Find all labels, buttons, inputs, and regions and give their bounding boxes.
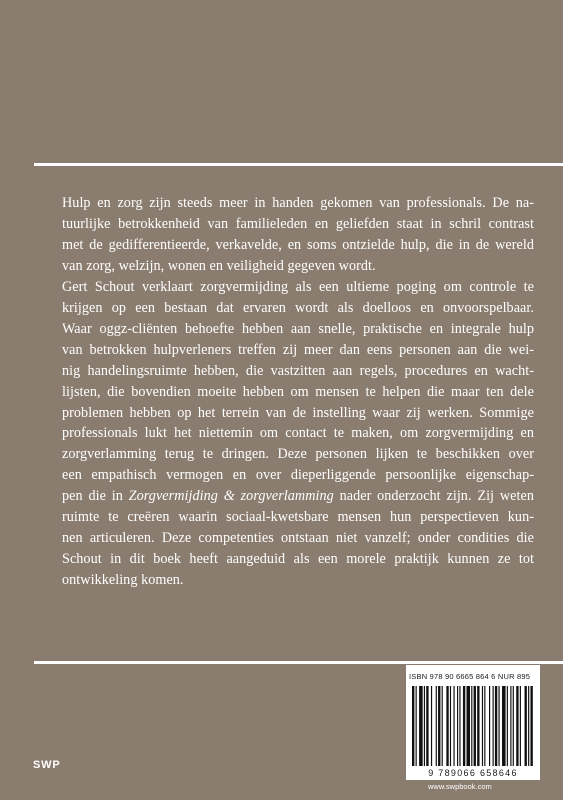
blurb-line: professionals lukt het niettemin om contact te maken, om zorgvermijding en xyxy=(62,425,534,442)
barcode-bar xyxy=(453,686,454,766)
blurb-line: problemen hebben op het terrein van de instelling waar zij werken. Sommige xyxy=(62,404,534,421)
blurb-line: lijsten, die bovendien moeite hebben om mensen te helpen die maar ten dele xyxy=(62,383,534,400)
barcode-bar xyxy=(516,686,518,766)
barcode-bar xyxy=(463,686,465,766)
barcode-bar xyxy=(498,686,499,766)
barcode-bar xyxy=(493,686,494,766)
barcode-bar xyxy=(482,686,483,766)
barcode-bar xyxy=(477,686,479,766)
barcode-bar xyxy=(513,686,514,766)
blurb-paragraph xyxy=(62,193,534,591)
blurb-line: Schout in dit boek heeft aangeduid als een morele praktijk kunnen ze tot xyxy=(62,551,534,568)
blurb-line: ruimte te creëren waarin sociaal-kwetsbare mensen hun perspectieven kun- xyxy=(62,509,534,526)
barcode-bar xyxy=(438,686,440,766)
barcode-bar xyxy=(474,686,476,766)
blurb-line: met de gedifferentieerde, verkavelde, en soms ontzielde hulp, die in de wereld xyxy=(62,236,534,253)
blurb-line: tuurlijke betrokkenheid van familieleden en geliefden staat in schril contrast xyxy=(62,215,534,232)
barcode-digits: 9 789066 658646 xyxy=(428,768,518,778)
barcode-bar xyxy=(489,686,490,766)
barcode-bar xyxy=(457,686,458,766)
barcode-bar xyxy=(426,686,428,766)
blurb-line-with-title xyxy=(62,486,534,507)
barcode-bar xyxy=(528,686,529,766)
blurb-line: nig handelingsruimte hebben, die vastzitten aan regels, procedures en wacht- xyxy=(62,362,534,379)
barcode-bar xyxy=(459,686,460,766)
top-divider xyxy=(34,163,563,166)
barcode-bar xyxy=(416,686,417,766)
blurb-line: een empathisch vermogen en over dieperliggende persoonlijke eigenschap- xyxy=(62,467,534,484)
blurb-line: Gert Schout verklaart zorgvermijding als een ultieme poging om controle te xyxy=(62,278,534,295)
barcode-bar xyxy=(520,686,521,766)
barcode-bar xyxy=(495,686,497,766)
barcode-bar xyxy=(471,686,472,766)
barcode-bar xyxy=(419,686,423,766)
blurb-line: Hulp en zorg zijn steeds meer in handen gekomen van professionals. De na- xyxy=(62,195,534,211)
barcode-bar xyxy=(466,686,470,766)
barcode-bar xyxy=(431,686,432,766)
barcode-bar xyxy=(446,686,448,766)
blurb-line: nen articuleren. Deze competenties ontstaan niet vanzelf; onder condities die xyxy=(62,530,534,547)
line-text-before: pen die in xyxy=(62,488,129,505)
bottom-divider xyxy=(34,661,563,664)
barcode-bar xyxy=(442,686,443,766)
barcode-bar xyxy=(424,686,425,766)
blurb-line: krijgen op een bestaan dat ervaren wordt als doelloos en onvoorspelbaar. xyxy=(62,299,534,316)
barcode-bar xyxy=(484,686,485,766)
barcode-bar xyxy=(450,686,451,766)
barcode-bar xyxy=(436,686,437,766)
publisher-website: www.swpbook.com xyxy=(428,782,492,791)
blurb-line: zorgverlamming terug te dringen. Deze personen lijken te beschikken over xyxy=(62,446,534,463)
blurb-line: Waar oggz-cliënten behoefte hebben aan snelle, praktische en integrale hulp xyxy=(62,320,534,337)
barcode-bar xyxy=(525,686,527,766)
line-text-after: nader onderzocht zijn. Zij weten xyxy=(333,488,534,505)
barcode-bar xyxy=(412,686,414,766)
barcode-bar xyxy=(502,686,506,766)
publisher-logo: SWP xyxy=(33,759,61,771)
barcode-bar xyxy=(510,686,511,766)
barcode-bar xyxy=(507,686,508,766)
blurb-line: van betrokken hulpverleners treffen zij meer dan eens personen aan die wei- xyxy=(62,341,534,358)
barcode-bar xyxy=(530,686,532,766)
book-title-italic: Zorgvermijding & zorgverlamming xyxy=(128,488,334,505)
barcode-image xyxy=(412,686,534,766)
blurb-line: van zorg, welzijn, wonen en veiligheid gegeven wordt. xyxy=(62,257,376,274)
blurb-line: ontwikkeling komen. xyxy=(62,572,184,589)
isbn-label: ISBN 978 90 6665 864 6 NUR 895 xyxy=(409,672,531,681)
